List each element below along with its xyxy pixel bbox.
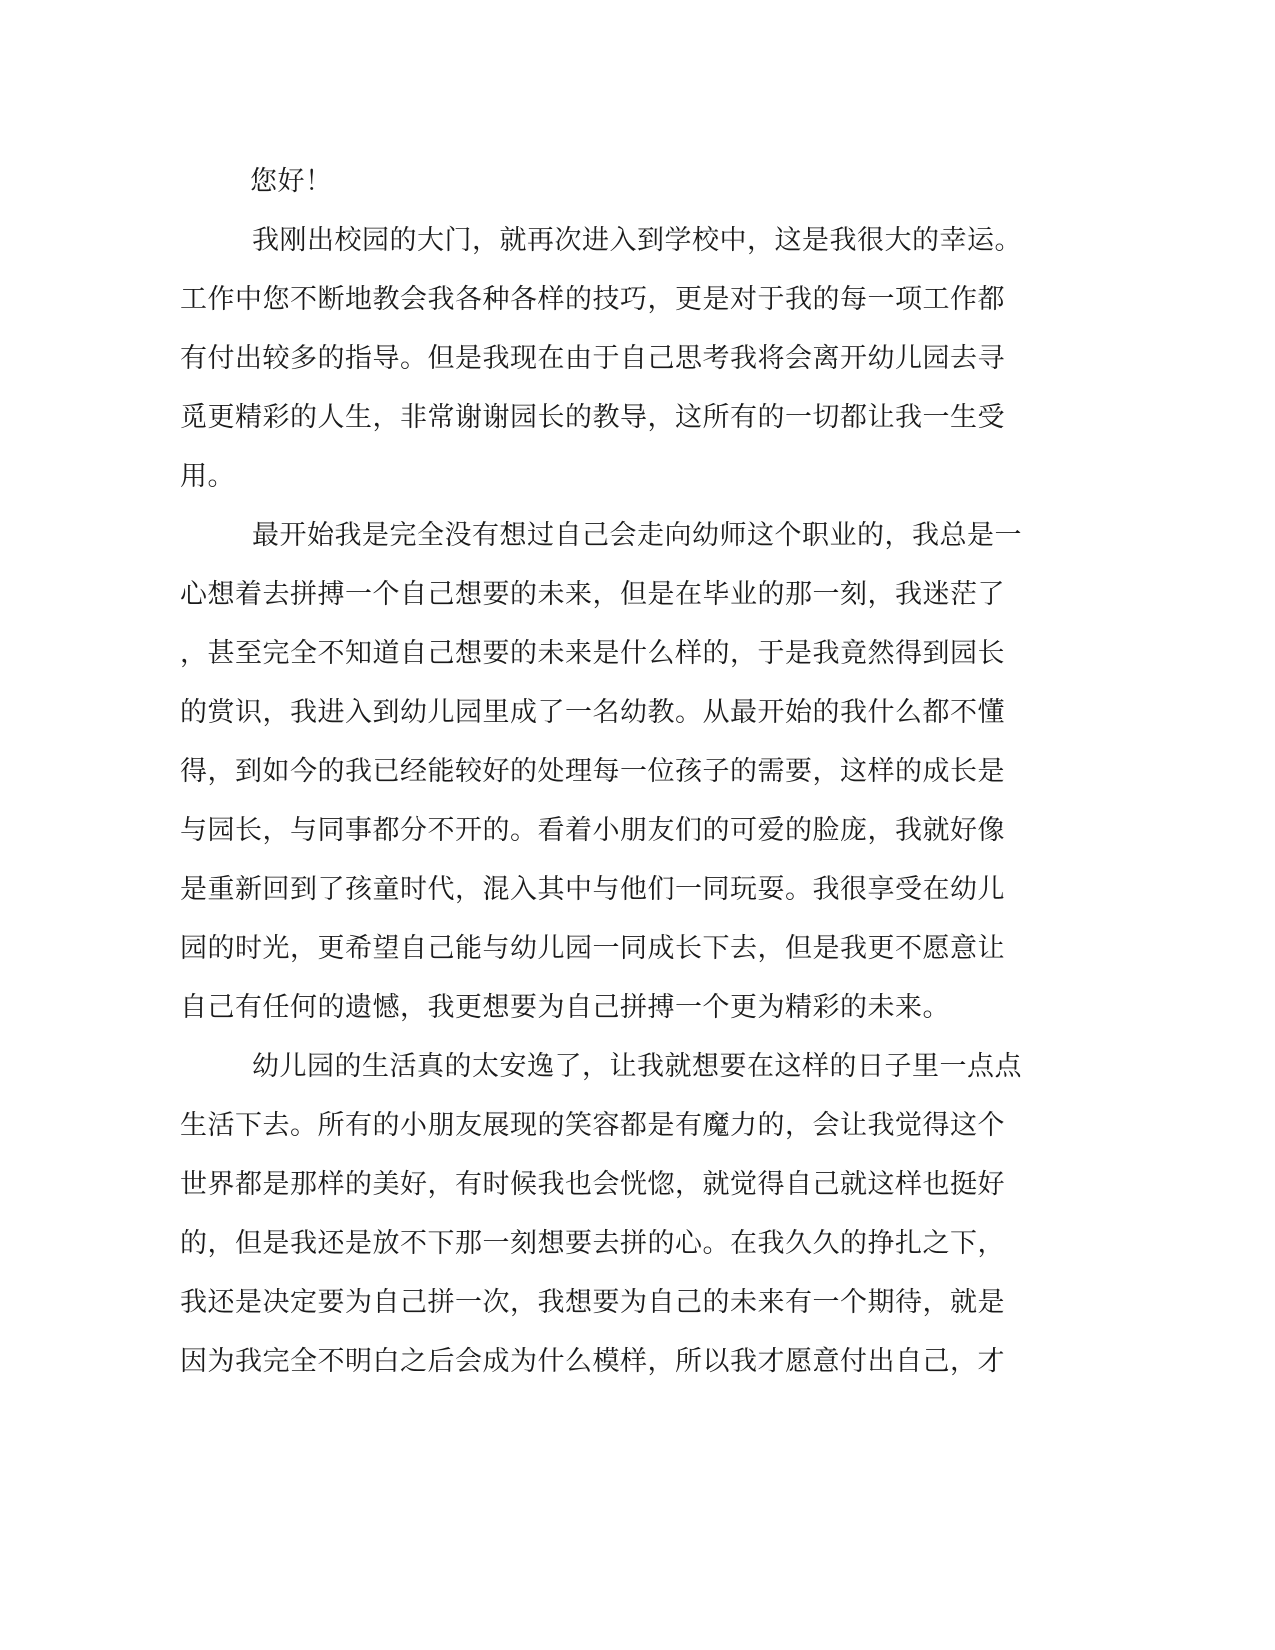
text-line: 用。 bbox=[180, 461, 235, 492]
text-line: 觅更精彩的人生，非常谢谢园长的教导，这所有的一切都让我一生受 bbox=[180, 402, 1005, 433]
text-line: 得，到如今的我已经能较好的处理每一位孩子的需要，这样的成长是 bbox=[180, 756, 1005, 787]
text-line: 生活下去。所有的小朋友展现的笑容都是有魔力的，会让我觉得这个 bbox=[180, 1110, 1005, 1141]
text-line: 最开始我是完全没有想过自己会走向幼师这个职业的，我总是一 bbox=[252, 520, 1022, 551]
text-line: 我还是决定要为自己拼一次，我想要为自己的未来有一个期待，就是 bbox=[180, 1287, 1005, 1318]
text-line: 工作中您不断地教会我各种各样的技巧，更是对于我的每一项工作都 bbox=[180, 284, 1005, 315]
text-line: 有付出较多的指导。但是我现在由于自己思考我将会离开幼儿园去寻 bbox=[180, 343, 1005, 374]
text-line: 我刚出校园的大门，就再次进入到学校中，这是我很大的幸运。 bbox=[252, 225, 1022, 256]
text-line: 幼儿园的生活真的太安逸了，让我就想要在这样的日子里一点点 bbox=[252, 1051, 1022, 1082]
text-line: 是重新回到了孩童时代，混入其中与他们一同玩耍。我很享受在幼儿 bbox=[180, 874, 1005, 905]
text-line: 自己有任何的遗憾，我更想要为自己拼搏一个更为精彩的未来。 bbox=[180, 992, 950, 1023]
text-line: 园的时光，更希望自己能与幼儿园一同成长下去，但是我更不愿意让 bbox=[180, 933, 1005, 964]
text-line: 世界都是那样的美好，有时候我也会恍惚，就觉得自己就这样也挺好 bbox=[180, 1169, 1005, 1200]
text-line: 与园长，与同事都分不开的。看着小朋友们的可爱的脸庞，我就好像 bbox=[180, 815, 1005, 846]
text-line: 的赏识，我进入到幼儿园里成了一名幼教。从最开始的我什么都不懂 bbox=[180, 697, 1005, 728]
greeting-line: 您好！ bbox=[250, 166, 333, 197]
text-line: ，甚至完全不知道自己想要的未来是什么样的，于是我竟然得到园长 bbox=[180, 638, 1005, 669]
text-line: 心想着去拼搏一个自己想要的未来，但是在毕业的那一刻，我迷茫了 bbox=[180, 579, 1005, 610]
text-line: 的，但是我还是放不下那一刻想要去拼的心。在我久久的挣扎之下， bbox=[180, 1228, 1005, 1259]
text-line: 因为我完全不明白之后会成为什么模样，所以我才愿意付出自己，才 bbox=[180, 1346, 1005, 1377]
